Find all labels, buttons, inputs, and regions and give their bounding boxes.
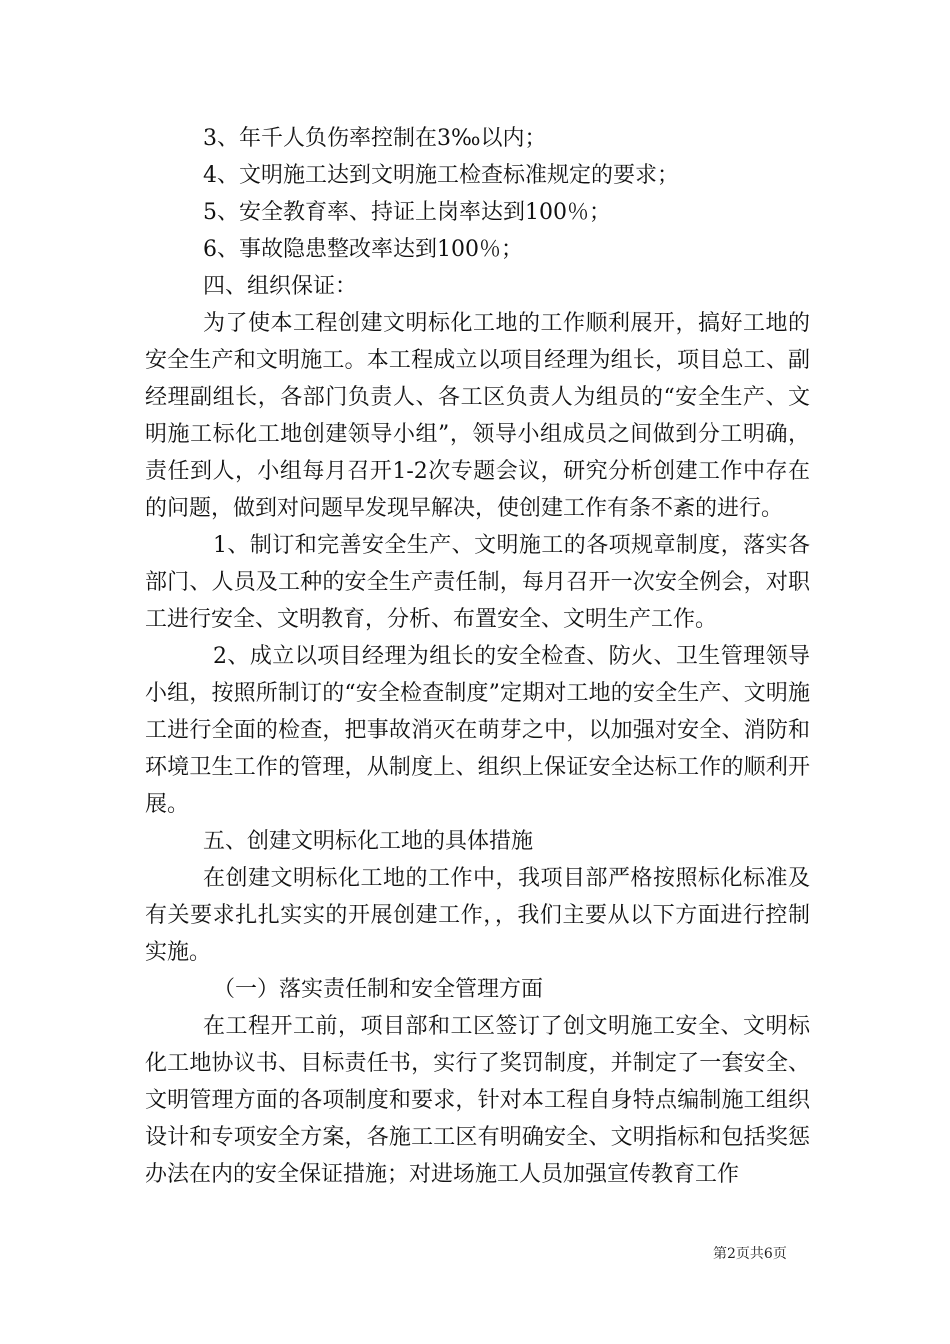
paragraph-organization-item-1: 1、制订和完善安全生产、文明施工的各项规章制度，落实各部门、人员及工种的安全生产责任制，每月召开一次安全例会，对职工进行安全、文明教育，分析、布置安全、文明生产工作。: [145, 533, 810, 632]
paragraph-organization-item-2: 2、成立以项目经理为组长的安全检查、防火、卫生管理领导小组，按照所制订的“安全检查制度”定期对工地的安全生产、文明施工进行全面的检查，把事故消灭在萌芽之中，以加强对安全、消防和环境卫生工作的管理，从制度上、组织上保证安全达标工作的顺利开展。: [145, 644, 810, 817]
subsection-heading-responsibility: （一）落实责任制和安全管理方面: [213, 977, 544, 1002]
list-item-hazard-rectification: 6、事故隐患整改率达到100％；: [203, 237, 523, 262]
paragraph-responsibility: 在工程开工前，项目部和工区签订了创文明施工安全、文明标化工地协议书、目标责任书，实行了奖罚制度，并制定了一套安全、文明管理方面的各项制度和要求，针对本工程自身特点编制施工组织设计和专项安全方案，各施工工区有明确安全、文明指标和包括奖惩办法在内的安全保证措施；对进场施工人员加强宣传教育工作: [145, 1014, 810, 1187]
document-body: [145, 120, 810, 1193]
paragraph-measures-intro: 在创建文明标化工地的工作中，我项目部严格按照标化标准及有关要求扎扎实实的开展创建工作，，我们主要从以下方面进行控制实施。: [145, 866, 810, 965]
section-heading-organization: 四、组织保证：: [203, 274, 358, 299]
list-item-injury-rate: 3、年千人负伤率控制在3‰以内；: [203, 126, 547, 151]
section-heading-measures: 五、创建文明标化工地的具体措施: [203, 829, 534, 854]
page-number: 第2页共6页: [713, 1246, 787, 1262]
list-item-education-rate: 5、安全教育率、持证上岗率达到100％；: [203, 200, 611, 225]
list-item-civilized-construction: 4、文明施工达到文明施工检查标准规定的要求；: [203, 163, 679, 188]
paragraph-organization-intro: 为了使本工程创建文明标化工地的工作顺利展开，搞好工地的安全生产和文明施工。本工程成立以项目经理为组长，项目总工、副经理副组长，各部门负责人、各工区负责人为组员的“安全生产、文明施工标化工地创建领导小组”，领导小组成员之间做到分工明确，责任到人，小组每月召开1-2次专题会议，研究分析创建工作中存在的问题，做到对问题早发现早解决，使创建工作有条不紊的进行。: [145, 311, 810, 521]
